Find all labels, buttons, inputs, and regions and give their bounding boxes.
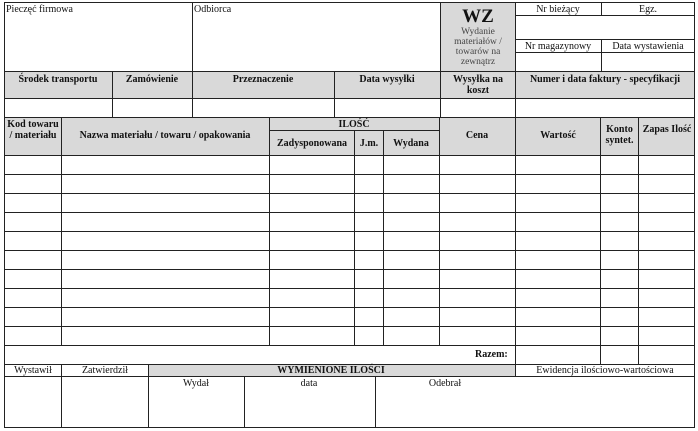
invoice-label: Numer i data faktury - specyfikacji — [529, 74, 681, 85]
row-line-2 — [4, 193, 695, 194]
line-table-top — [4, 117, 695, 118]
row-line-6 — [4, 269, 695, 270]
vline-tbl-price — [515, 117, 516, 376]
ship-cost-label: Wysyłka na koszt — [453, 74, 503, 96]
vline-nr-mag — [601, 39, 602, 71]
code-header: Kod towaru / materiału — [7, 119, 59, 141]
unit-header: J.m. — [359, 138, 379, 149]
value-header: Wartość — [540, 130, 576, 141]
date-label: data — [300, 378, 318, 389]
row-line-4 — [4, 231, 695, 232]
line-nr-b — [516, 39, 695, 40]
line-nr-c — [516, 52, 695, 53]
price-header: Cena — [465, 130, 489, 141]
stock-header: Zapas Ilość — [642, 124, 692, 135]
allocated-header: Zadysponowana — [276, 138, 348, 149]
received-label: Odebrał — [428, 378, 462, 389]
row-line-5 — [4, 250, 695, 251]
line-shipping-mid — [4, 98, 695, 99]
row-line-9 — [4, 326, 695, 327]
vline-tbl-value — [600, 117, 601, 364]
name-header: Nazwa materiału / towaru / opakowania — [79, 130, 251, 141]
row-line-8 — [4, 307, 695, 308]
vline-foot-c — [244, 376, 245, 428]
row-line-7 — [4, 288, 695, 289]
vline-tbl-code — [61, 117, 62, 345]
issue-date-label: Data wystawienia — [612, 41, 684, 52]
vline-tbl-unit — [383, 130, 384, 345]
doc-code: WZ — [462, 6, 494, 27]
quantities-label: WYMIENIONE ILOŚCI — [277, 365, 385, 376]
vline-header-c — [515, 2, 516, 117]
vline-tbl-account — [638, 117, 639, 364]
vline-ship-a — [112, 71, 113, 117]
line-table-head-bottom — [4, 155, 695, 156]
doc-subtitle: Wydanie materiałów / towarów na zewnątrz — [454, 27, 502, 67]
recipient-label: Odbiorca — [194, 4, 232, 15]
records-label: Ewidencja ilościowo-wartościowa — [536, 365, 674, 376]
ship-date-label: Data wysyłki — [359, 74, 415, 85]
vline-header-a — [192, 2, 193, 71]
vline-ship-b — [192, 71, 193, 117]
line-bottom — [4, 427, 695, 428]
copy-label: Egz. — [638, 4, 658, 15]
line-nr-a — [516, 15, 695, 16]
vline-header-b — [440, 2, 441, 117]
transport-label: Środek transportu — [18, 74, 98, 85]
vline-tbl-name — [269, 117, 270, 345]
vline-foot-a — [61, 364, 62, 428]
destination-label: Przeznaczenie — [232, 74, 294, 85]
vline-tbl-issued — [439, 117, 440, 345]
issued-header: Wydana — [393, 138, 429, 149]
released-label: Wydał — [182, 378, 210, 389]
warehouse-number-label: Nr magazynowy — [524, 41, 592, 52]
vline-foot-d — [375, 376, 376, 428]
row-line-3 — [4, 212, 695, 213]
vline-ship-c — [334, 71, 335, 117]
vline-tbl-alloc — [354, 130, 355, 345]
order-label: Zamówienie — [125, 74, 179, 85]
row-line-10 — [4, 345, 695, 346]
total-label: Razem: — [475, 349, 508, 360]
vline-nr-top — [601, 2, 602, 15]
company-stamp-label: Pieczęć firmowa — [6, 4, 73, 15]
line-top — [4, 2, 695, 3]
current-number-label: Nr bieżący — [536, 4, 580, 15]
vline-foot-b — [148, 364, 149, 428]
line-right — [694, 2, 695, 428]
approved-label: Zatwierdził — [81, 365, 129, 376]
line-footer-head — [4, 376, 695, 377]
quantity-group-header: ILOŚĆ — [338, 119, 370, 130]
account-header: Konto syntet. — [605, 124, 634, 146]
issued-by-label: Wystawił — [14, 365, 52, 376]
line-left — [4, 2, 5, 428]
row-line-1 — [4, 174, 695, 175]
line-shipping-top — [4, 71, 695, 72]
